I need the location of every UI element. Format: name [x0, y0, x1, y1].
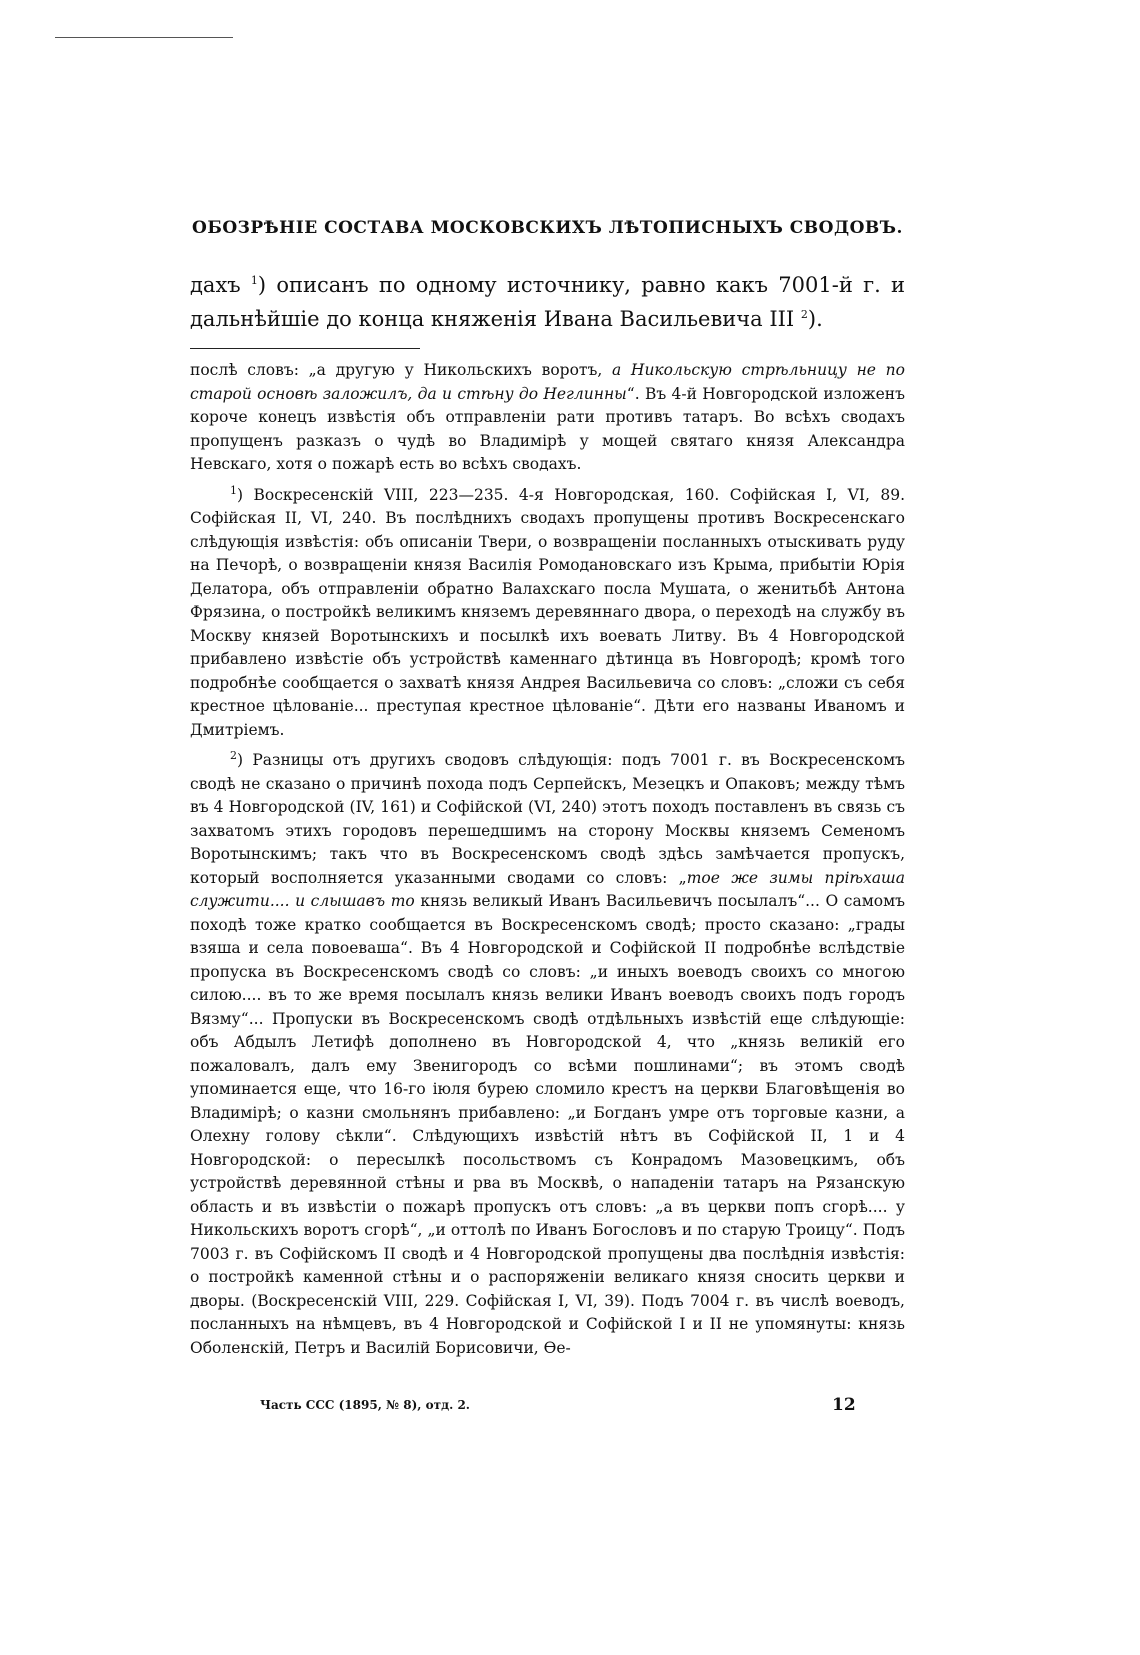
footnote-2-quote: тое же зимы пріѣхаша служити.... и слышавъ то [190, 868, 905, 911]
footnote-2 [190, 744, 905, 1360]
footnote-ref-1: 1 [250, 274, 258, 287]
corner-rule [55, 37, 233, 38]
footnote-cont-quote: а Никольскую стрѣльницу не по старой основѣ заложилъ, да и стѣну до Неглинны [190, 361, 905, 403]
footnote-2-mark: 2 [230, 749, 237, 763]
running-head: ОБОЗРѢНІЕ СОСТАВА МОСКОВСКИХЪ ЛѢТОПИСНЫХЪ СВОДОВЪ. [192, 218, 903, 238]
footnote-1 [190, 479, 905, 743]
page-number: 12 [832, 1395, 856, 1415]
footnote-continuation [190, 359, 905, 477]
footnote-1-text: ) Воскресенскій VIII, 223—235. 4-я Новгородская, 160. Софійская I, VI, 89. Софійская II, VI, 240. Въ послѣднихъ сводахъ пропущены противъ Воскресенскаго слѣдующія извѣстія: объ описаніи Твери, о возвращеніи посланныхъ отыскивать руду на Печорѣ, о возвращеніи князя Василія Ромодановскаго изъ Крыма, прибытіи Юрія Делатора, объ отправленіи обратно Валахскаго посла Мушата, о женитьбѣ Антона Фрязина, о постройкѣ великимъ княземъ деревяннаго двора, о переходѣ на службу въ Москву князей Воротынскихъ и посылкѣ ихъ воевать Литву. Въ 4 Новгородской прибавлено извѣстіе объ устройствѣ каменнаго дѣтинца въ Новгородѣ; кромѣ того подробнѣе сообщается о захватѣ князя Андрея Васильевича со словъ: „сложи съ себя крестное цѣлованіе... преступая крестное цѣлованіе“. Дѣти его названы Иваномъ и Дмитріемъ. [190, 485, 905, 739]
footnote-separator [190, 348, 420, 349]
main-text-part-1: дахъ [190, 273, 251, 297]
page-body [190, 218, 905, 1360]
footnote-cont-a: послѣ словъ: „а другую у Никольскихъ воротъ, [190, 361, 612, 379]
footnote-2-a: ) Разницы отъ другихъ сводовъ слѣдующія: подъ 7001 г. въ Воскресенскомъ сводѣ не сказано о причинѣ похода подъ Серпейскъ, Мезецкъ и Опаковъ; между тѣмъ въ 4 Новгородской (IV, 161) и Софійской (VI, 240) этотъ походъ поставленъ въ связь съ захватомъ этихъ городовъ перешедшимъ на сторону Москвы княземъ Семеномъ Воротынскимъ; такъ что въ Воскресенскомъ сводѣ здѣсь замѣчается пропускъ, который восполняется указанными сводами со словъ: „ [190, 751, 905, 887]
main-text [190, 266, 905, 334]
main-text-part-3: ). [807, 307, 823, 331]
main-text-part-2: ) описанъ по одному источнику, равно какъ 7001-й г. и дальнѣйшіе до конца княженія Ивана Васильевича III [190, 273, 905, 331]
footnote-ref-2: 2 [800, 308, 808, 321]
footnote-cont-c: “. Въ 4-й Новгородской изложенъ короче конецъ извѣстія объ отправленіи рати противъ татаръ. Во всѣхъ сводахъ пропущенъ разказъ о чудѣ во Владимірѣ у мощей святаго князя Александра Невскаго, хотя о пожарѣ есть во всѣхъ сводахъ. [190, 384, 905, 473]
footnote-1-mark: 1 [230, 483, 237, 497]
footnote-2-c: князь великый Иванъ Васильевичъ посылалъ“... О самомъ походѣ тоже кратко сообщается въ Воскресенскомъ сводѣ; просто сказано: „грады взяша и села повоеваша“. Въ 4 Новгородской и Софійской II подробнѣе вслѣдствіе пропуска въ Воскресенскомъ сводѣ со словъ: „и иныхъ воеводъ своихъ со многою силою.... въ то же время посылалъ князь велики Иванъ воеводъ своихъ подъ городъ Вязму“... Пропуски въ Воскресенскомъ сводѣ отдѣльныхъ извѣстій еще слѣдующіе: объ Абдылъ Летифѣ дополнено въ Новгородской 4, что „князь великій его пожаловалъ, далъ ему Звенигородъ со всѣми пошлинами“; въ этомъ сводѣ упоминается еще, что 16-го іюля бурею сломило крестъ на церкви Благовѣщенія во Владимірѣ; о казни смольнянъ прибавлено: „и Богданъ умре отъ торговые казни, а Олехну голову сѣкли“. Слѣдующихъ извѣстій нѣтъ въ Софійской II, 1 и 4 Новгородской: о пересылкѣ посольствомъ съ Конрадомъ Мазовецкимъ, объ устройствѣ деревянной стѣны и рва въ Москвѣ, о нападеніи татаръ на Рязанскую область и въ извѣстіи о пожарѣ пропускъ отъ словъ: „а въ церкви попъ сгорѣ.... у Никольскихъ воротъ сгорѣ“, „и оттолѣ по Иванъ Богословъ и по старую Троицу“. Подъ 7003 г. въ Софійскомъ II сводѣ и 4 Новгородской пропущены два послѣднія извѣстія: о постройкѣ каменной стѣны и о распоряженіи великаго князя сносить церкви и дворы. (Воскресенскій VIII, 229. Софійская I, VI, 39). Подъ 7004 г. въ числѣ воеводъ, посланныхъ на нѣмцевъ, въ 4 Новгородской и Софійской I и II не упомянуты: князь Оболенскій, Петръ и Василій Борисовичи, Ѳе- [190, 892, 906, 1357]
signature-mark: Часть CCC (1895, № 8), отд. 2. [260, 1398, 470, 1412]
